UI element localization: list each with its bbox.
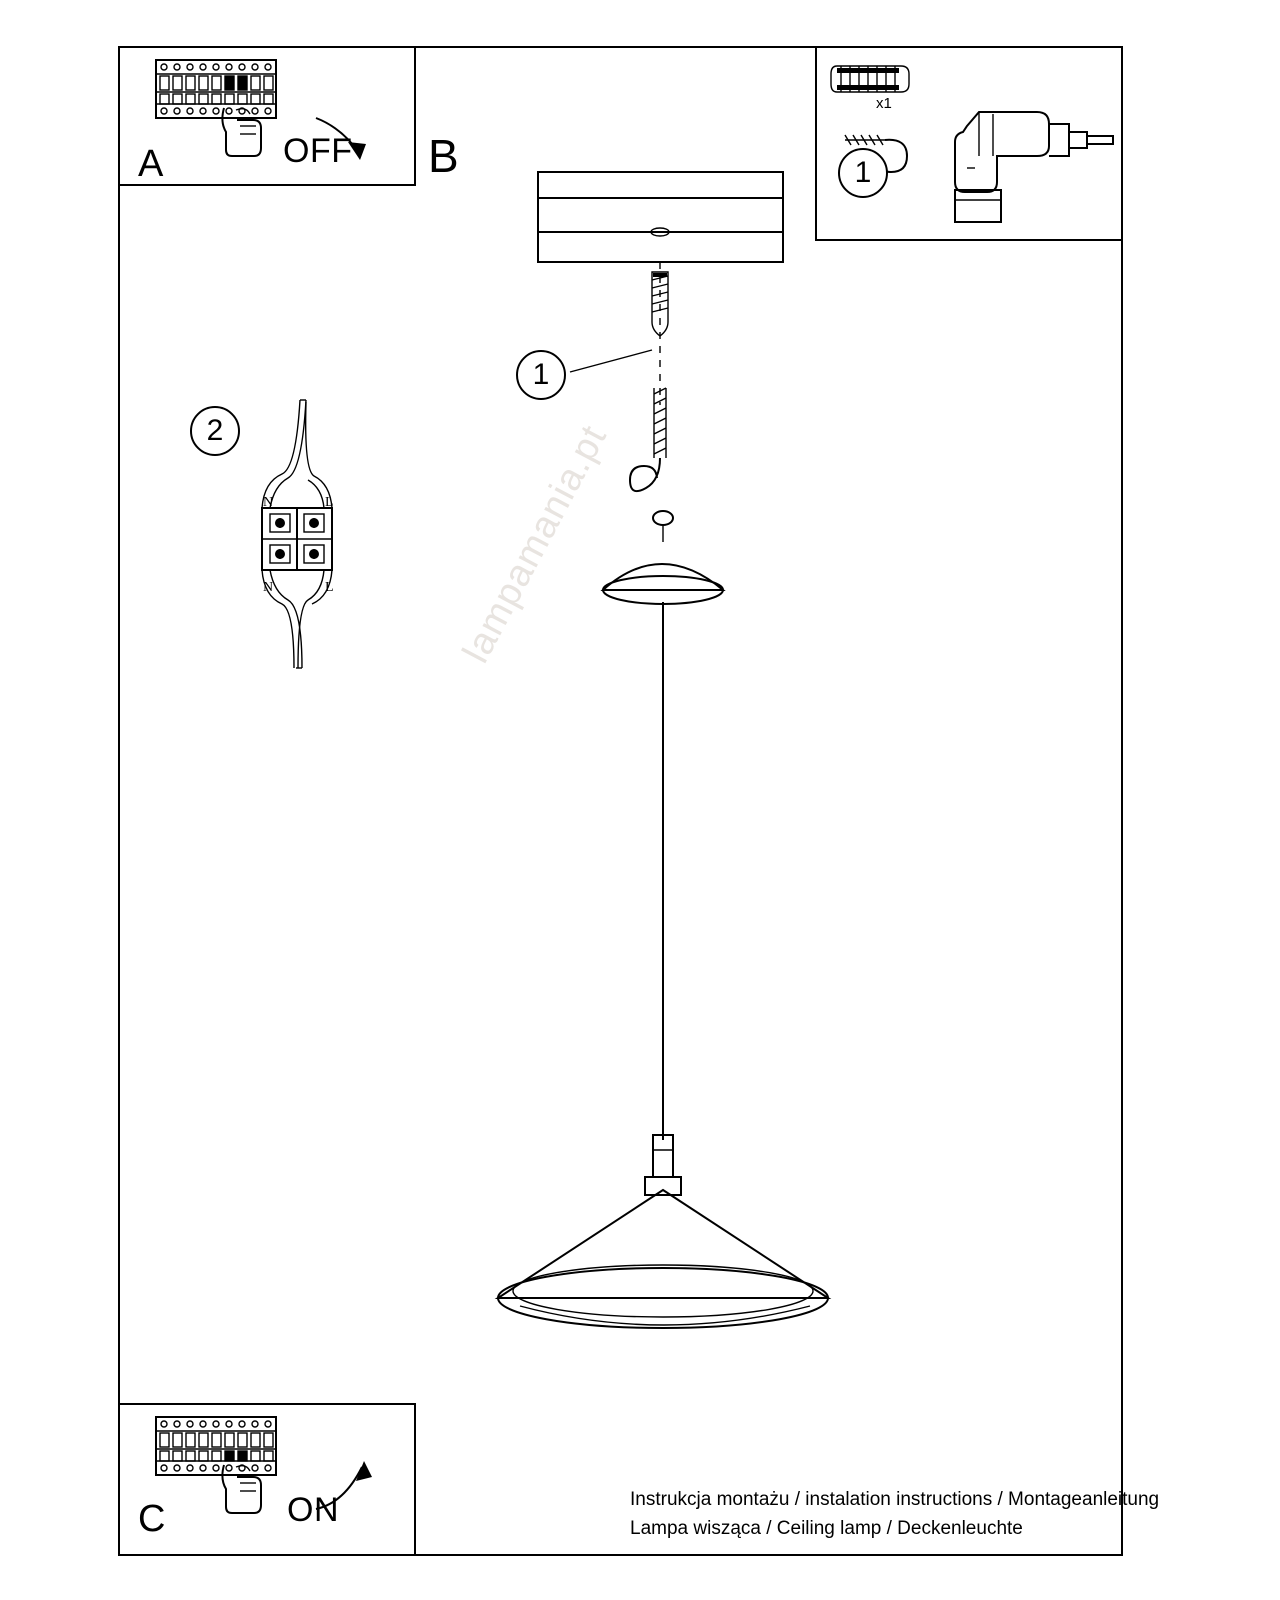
fuse-box-switch-off-icon <box>120 48 414 184</box>
terminal-block-wiring-icon <box>240 390 370 690</box>
footer-line-1: Instrukcja montażu / instalation instructions / Montageanleitung <box>630 1489 1160 1510</box>
terminal-label-neutral-top: N <box>263 495 274 510</box>
callout-badge-1-tools: 1 <box>838 148 888 198</box>
step-a-caption: OFF <box>283 132 353 170</box>
lamp-canopy-icon <box>603 564 723 604</box>
pendant-lamp-assembly-diagram <box>420 150 940 1390</box>
footer-caption <box>630 1485 1159 1544</box>
shade-fitting-icon <box>645 1135 681 1195</box>
step-b-letter: B <box>428 130 459 182</box>
terminal-label-live-top: L <box>325 495 334 510</box>
step-c-letter: C <box>138 1498 166 1540</box>
step-c-caption: ON <box>287 1491 339 1529</box>
step-a-letter: A <box>138 143 164 185</box>
watermark-text: lampamania.pt <box>455 418 616 670</box>
ceiling-slab-icon <box>538 172 783 262</box>
power-drill-icon <box>955 112 1113 222</box>
lamp-shade-icon <box>498 1190 828 1328</box>
terminal-label-neutral-bottom: N <box>263 580 274 595</box>
wall-plug-icon <box>831 66 909 92</box>
terminal-label-live-bottom: L <box>325 580 334 595</box>
callout-badge-1-main: 1 <box>516 350 566 400</box>
footer-line-2: Lampa wisząca / Ceiling lamp / Deckenleuchte <box>630 1518 1023 1540</box>
wall-plug-quantity-label: x1 <box>876 95 892 112</box>
callout-badge-2: 2 <box>190 406 240 456</box>
